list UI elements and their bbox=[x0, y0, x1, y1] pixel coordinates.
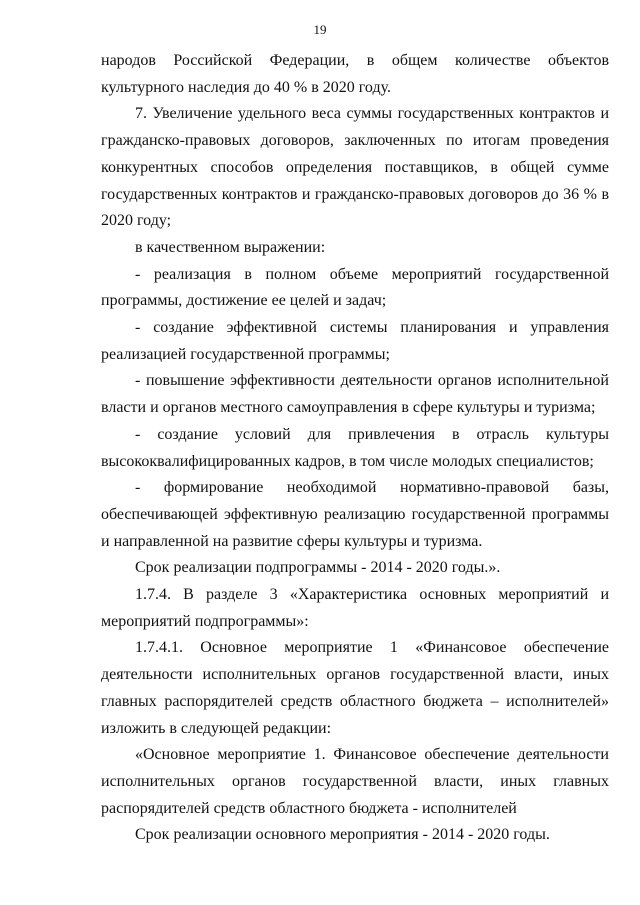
list-item-legal-base: - формирование необходимой нормативно-правовой базы, обеспечивающей эффективную реализацию государственной программы и направленной на развитие сферы культуры и туризма. bbox=[101, 479, 609, 550]
list-item-implementation: - реализация в полном объеме мероприятий государственной программы, достижение ее целей и задач; bbox=[101, 265, 609, 310]
document-body bbox=[101, 48, 609, 849]
paragraph-activity-term: Срок реализации основного мероприятия - 2014 - 2020 годы. bbox=[135, 826, 550, 844]
list-item-efficiency: - повышение эффективности деятельности органов исполнительной власти и органов местного самоуправления в сфере культуры и туризма; bbox=[101, 372, 609, 417]
paragraph-1-7-4: 1.7.4. В разделе 3 «Характеристика основных мероприятий и мероприятий подпрограммы»: bbox=[101, 586, 609, 630]
list-item-personnel: - создание условий для привлечения в отрасль культуры высококвалифицированных кадров, в том числе молодых специалистов; bbox=[101, 425, 609, 470]
page-number: 19 bbox=[313, 22, 327, 37]
paragraph-1-7-4-1: 1.7.4.1. Основное мероприятие 1 «Финансовое обеспечение деятельности исполнительных органов государственной власти, иных главных распорядителей средств областного бюджета – исполнителей» изложить в следующей редакции: bbox=[101, 639, 609, 737]
paragraph-subprogram-term: Срок реализации подпрограммы - 2014 - 2020 годы.». bbox=[135, 559, 501, 577]
paragraph-item-7: 7. Увеличение удельного веса суммы государственных контрактов и гражданско-правовых договоров, заключенных по итогам проведения конкурентных способов определения поставщиков, в общей сумме государственных контрактов и гражданско-правовых договоров до 36 % в 2020 году; bbox=[101, 105, 609, 230]
paragraph-heritage-target: народов Российской Федерации, в общем количестве объектов культурного наследия до 40 % в 2020 году. bbox=[101, 52, 609, 96]
list-item-planning-system: - создание эффективной системы планирования и управления реализацией государственной программы; bbox=[101, 319, 609, 363]
paragraph-qualitative-intro: в качественном выражении: bbox=[135, 238, 326, 256]
paragraph-main-activity-1: «Основное мероприятие 1. Финансовое обеспечение деятельности исполнительных органов государственной власти, иных главных распорядителей средств областного бюджета - исполнителей bbox=[101, 746, 609, 817]
